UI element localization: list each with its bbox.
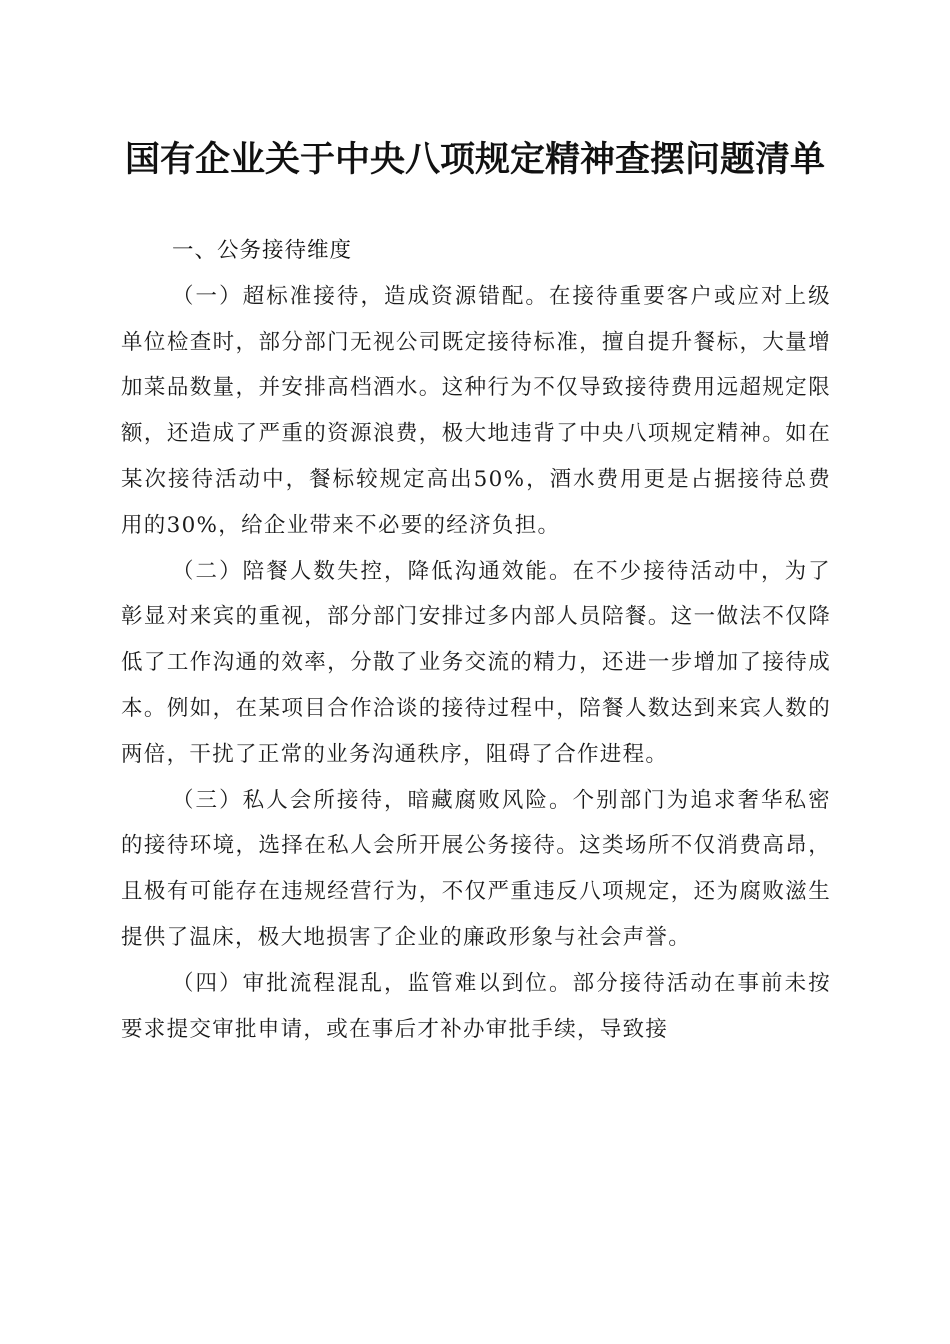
paragraph-text: 部分接待活动在事前未按要求提交审批申请，或在事后才补办审批手续，导致接 — [121, 970, 831, 1042]
section-heading: 一、公务接待维度 — [172, 238, 353, 263]
paragraph-4 — [121, 961, 831, 1053]
paragraph-lead: （四）审批流程混乱，监管难以到位。 — [172, 970, 573, 996]
paragraph-3 — [121, 778, 831, 961]
paragraph-text: 在不少接待活动中，为了彰显对来宾的重视，部分部门安排过多内部人员陪餐。这一做法不仅降低了工作沟通的效率，分散了业务交流的精力，还进一步增加了接待成本。例如，在某项目合作洽谈的接待过程中，陪餐人数达到来宾人数的两倍，干扰了正常的业务沟通秩序，阻碍了合作进程。 — [121, 558, 831, 767]
paragraph-1 — [121, 274, 831, 549]
paragraph-text: 在接待重要客户或应对上级单位检查时，部分部门无视公司既定接待标准，擅自提升餐标，大量增加菜品数量，并安排高档酒水。这种行为不仅导致接待费用远超规定限额，还造成了严重的资源浪费，极大地违背了中央八项规定精神。如在某次接待活动中，餐标较规定高出50%，酒水费用更是占据接待总费用的30%，给企业带来不必要的经济负担。 — [121, 283, 831, 538]
document-title: 国有企业关于中央八项规定精神查摆问题清单 — [124, 139, 825, 180]
paragraph-lead: （三）私人会所接待，暗藏腐败风险。 — [172, 787, 573, 813]
paragraph-lead: （一）超标准接待，造成资源错配。 — [172, 283, 549, 309]
paragraph-2 — [121, 549, 831, 778]
paragraph-lead: （二）陪餐人数失控，降低沟通效能。 — [172, 558, 573, 584]
paragraph-text: 个别部门为追求奢华私密的接待环境，选择在私人会所开展公务接待。这类场所不仅消费高昂，且极有可能存在违规经营行为，不仅严重违反八项规定，还为腐败滋生提供了温床，极大地损害了企业的廉政形象与社会声誉。 — [121, 787, 831, 950]
document-body — [121, 228, 831, 1052]
